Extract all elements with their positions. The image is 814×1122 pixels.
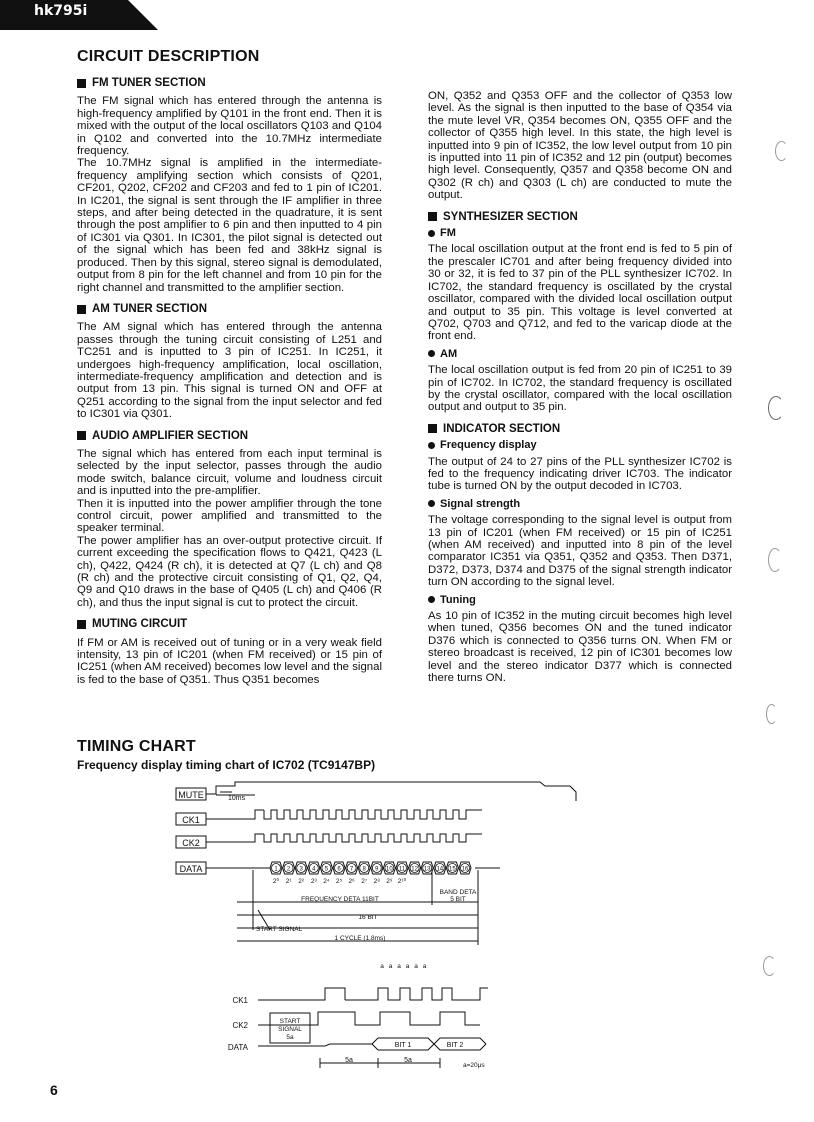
bit-number: 10: [386, 866, 393, 873]
square-bullet-icon: [428, 424, 437, 433]
tuning-body: As 10 pin of IC352 in the muting circuit becomes high level when tuned, Q356 becomes ON and the tuned indicator D376 which is connected to Q356 turns ON. When FM or stereo broadcast is received, 12 pin of IC301 becomes low level and the stereo indicator D377 which is connected there turns ON.: [428, 610, 732, 685]
a-tick-label: a: [405, 963, 410, 970]
indicator-heading: INDICATOR SECTION: [428, 423, 732, 435]
bit-number: 16: [461, 866, 469, 873]
synth-fm-body: The local oscillation output at the front end is fed to 5 pin of the prescaler IC701 and after being frequency divided into 30 or 32, it is fed to 37 pin of the PLL synthesizer IC702. In IC702, the standard frequency is oscillated by the crystal oscillator, compared with the divided local oscillation output and output to 35 pin. This voltage is level converted at Q702, Q703 and Q712, and fed to the varicap diode at the front end.: [428, 243, 732, 343]
bit-number: 6: [337, 866, 341, 873]
synth-am-body: The local oscillation output is fed from 20 pin of IC251 to 39 pin of IC702. In IC702, the standard frequency is oscillated by the crystal oscillator, compared with the local oscillation output and output to 35 pin.: [428, 364, 732, 414]
ck1-pulse-train: [264, 810, 482, 819]
ck1-label: CK1: [182, 815, 200, 825]
bit-weight-label: 2⁰: [272, 878, 280, 885]
bit-number: 2: [286, 866, 291, 873]
ck2-start: [206, 834, 264, 842]
bit-number: 8: [362, 866, 366, 873]
bit-number: 12: [411, 866, 418, 873]
five-a-label-2: 5a: [345, 1057, 353, 1064]
square-bullet-icon: [77, 79, 86, 88]
bit-number: 1: [274, 866, 278, 873]
start-label-b: SIGNAL: [278, 1026, 302, 1033]
page-title: CIRCUIT DESCRIPTION: [77, 48, 260, 65]
ck1-lower-label: CK1: [232, 996, 248, 1005]
audio-amp-body-2: Then it is inputted into the power amplifier through the tone control circuit, power amplified and transmitted to the speaker terminal.: [77, 497, 382, 535]
a-tick-label: a: [422, 963, 427, 970]
mute-waveform: [206, 782, 576, 801]
signal-strength-body: The voltage corresponding to the signal level is output from 13 pin of IC201 (when FM received) or 15 pin of IC251 (when AM received) and inputted into 8 pin of the level comparator IC351 via Q351, Q352 and Q353. Then D371, D372, D373, D374 and D375 of the signal strength indicator turn ON according to the signal level.: [428, 514, 732, 589]
square-bullet-icon: [428, 212, 437, 221]
bit-weight-label: 2⁸: [373, 878, 380, 885]
a-tick-label: a: [380, 963, 384, 970]
audio-amp-body: The signal which has entered from each input terminal is selected by the input selector, passes through the audio mode switch, balance circuit, volume and loudness circuit and is inputted into the pre-amplifier.: [77, 447, 382, 498]
freq-display-label: Frequency display: [428, 439, 732, 451]
audio-amp-body-3: The power amplifier has an over-output protective circuit. If current exceeding the specification flows to Q421, Q423 (L ch), Q422, Q424 (R ch), it is detected at Q7 (L ch) and Q8 (R ch) and the protective circuit consisting of Q1, Q2, Q4, Q9 and Q10 draws in the base of Q405 (L ch) and Q406 (R ch), and thus the input signal is cut to protect the circuit.: [77, 534, 382, 609]
sixteen-bit-label: 16 BIT: [358, 914, 378, 921]
hole-mark: [766, 704, 777, 724]
tuning-label: Tuning: [428, 594, 732, 606]
round-bullet-icon: [428, 500, 435, 507]
fm-tuner-body-2: The 10.7MHz signal is amplified in the intermediate-frequency amplifying section which consists of Q201, CF201, Q202, CF202 and CF203 and fed to 1 pin of IC201. In IC201, the signal is sent through the IF amplifier in three steps, and after being detected in the quadrature, it is sent through the post amplifier to 6 pin and then inputted to 4 pin of IC301 via Q301. In IC301, the pilot signal is detected out of the signal which has been fed and 38kHz signal is produced. Then by this signal, stereo signal is demodulated, output from 8 pin for the left channel and from 10 pin for the right channel and transmitted to the amplifier section.: [77, 157, 382, 294]
square-bullet-icon: [77, 620, 86, 629]
bit-number: 3: [299, 866, 303, 873]
left-column: [77, 77, 382, 686]
a-tick-label: a: [414, 963, 418, 970]
data-bit-cells: [270, 862, 471, 874]
data-lower-label: DATA: [227, 1043, 248, 1052]
synth-fm-label: FM: [428, 227, 732, 239]
bit-weight-label: 2⁶: [348, 878, 355, 885]
am-tuner-body: The AM signal which has entered through the antenna passes through the tuning circuit consisting of L251 and TC251 and is inputted to 3 pin of IC251. In IC251, it undergoes high-frequency amplification, local oscillation, intermediate-frequency amplification and detection and is output from 13 pin. This signal is turned ON and OFF at Q251 according to the signal from the input selector and fed to IC301 via Q301.: [77, 321, 382, 421]
page-number: 6: [50, 1082, 58, 1098]
bit-weight-label: 2⁷: [361, 878, 368, 885]
muting-body: If FM or AM is received out of tuning or in a very weak field intensity, 13 pin of IC201 (when FM received) or 15 pin of IC251 (when AM received) becomes low level and the signal is fed to the base of Q351. Thus Q351 becomes: [77, 636, 382, 686]
a-tick-label: a: [388, 963, 393, 970]
round-bullet-icon: [428, 230, 435, 237]
model-label: hk795i: [34, 3, 88, 19]
ck1-lower-pulse-train: [345, 988, 488, 1000]
signal-strength-label: Signal strength: [428, 498, 732, 510]
bit-number: 4: [312, 866, 316, 873]
timing-chart-title: TIMING CHART: [77, 738, 196, 755]
bit-number: 7: [349, 866, 354, 873]
bit-weight-label: 2³: [310, 878, 317, 885]
round-bullet-icon: [428, 596, 435, 603]
bit1-label: BIT 1: [394, 1042, 412, 1049]
synth-am-label: AM: [428, 348, 732, 360]
timing-chart-subtitle: Frequency display timing chart of IC702 (TC9147BP): [77, 758, 376, 772]
right-column: [428, 90, 732, 684]
hole-mark: [768, 548, 782, 572]
a-equals-label: a=20μs: [463, 1062, 485, 1069]
muting-heading: MUTING CIRCUIT: [77, 618, 382, 630]
bit-number: 9: [375, 866, 379, 873]
round-bullet-icon: [428, 350, 435, 357]
bit-weight-label: 2¹: [285, 878, 292, 885]
ck2-pulse-train: [264, 834, 482, 842]
ck1-start: [206, 810, 264, 819]
ck1-lower: [258, 988, 345, 1000]
bit-number: 15: [449, 866, 456, 873]
ck1-lower-pulses: [345, 988, 488, 1000]
bit-weight-label: 2⁵: [335, 878, 343, 885]
timing-diagram: [0, 770, 814, 1080]
five-a-label-1: 5a: [286, 1034, 294, 1041]
bit-weight-label: 2⁴: [323, 878, 330, 885]
bit-weight-labels: [273, 877, 407, 885]
square-bullet-icon: [77, 305, 86, 314]
round-bullet-icon: [428, 442, 435, 449]
ck2-label: CK2: [182, 838, 200, 848]
start-signal-label: START SIGNAL: [256, 926, 303, 933]
fm-tuner-body: The FM signal which has entered through the antenna is high-frequency amplified by Q101 in the front end. Then it is mixed with the output of the local oscillators Q103 and Q104 in Q102 and converted into the 10.7MHz intermediate frequency.: [77, 95, 382, 158]
band-deta-label: BAND DETA: [439, 889, 477, 896]
start-label-a: START: [279, 1018, 301, 1025]
bit-weight-label: 2⁹: [386, 878, 393, 885]
bit-weight-label: 2¹⁰: [397, 878, 407, 885]
bit-number: 11: [398, 866, 406, 873]
square-bullet-icon: [77, 431, 86, 440]
bit-number: 13: [423, 866, 431, 873]
data-label: DATA: [179, 864, 203, 874]
ck2-pulses: [264, 834, 482, 842]
bit2-label: BIT 2: [446, 1042, 464, 1049]
a-tick-label: a: [397, 963, 401, 970]
freq-display-body: The output of 24 to 27 pins of the PLL synthesizer IC702 is fed to the frequency indicating driver IC703. The indicator tube is turned ON by the output decoded in IC703.: [428, 455, 732, 493]
hole-mark: [768, 396, 784, 420]
bit-number: 14: [436, 866, 444, 873]
audio-amp-heading: AUDIO AMPLIFIER SECTION: [77, 430, 382, 442]
cycle-label: 1 CYCLE (1.8ms): [334, 935, 386, 942]
bit-weight-label: 2²: [298, 878, 305, 885]
ck1-pulses: [264, 810, 482, 819]
fm-tuner-heading: FM TUNER SECTION: [77, 77, 382, 89]
five-a-label-3: 5a: [404, 1057, 412, 1064]
ck2-lower-label: CK2: [232, 1021, 248, 1030]
ten-ms-label: 10ms: [228, 795, 246, 802]
a-tick-labels: [380, 963, 427, 970]
five-bit-label: 5 BIT: [450, 896, 466, 903]
mute-label: MUTE: [178, 790, 204, 800]
synth-heading: SYNTHESIZER SECTION: [428, 211, 732, 223]
muting-continued: ON, Q352 and Q353 OFF and the collector of Q353 low level. As the signal is then inputted to the base of Q354 via the mute level VR, Q354 becomes ON, Q355 OFF and the collector of Q355 high level. In this state, the high level is inputted into 9 pin of IC352, the low level output from 10 pin is inputted into 11 pin of IC352 and 12 pin (output) becomes high level. Consequently, Q357 and Q358 become ON and Q302 (R ch) and Q303 (L ch) are conducted to mute the output.: [428, 90, 732, 202]
freq-deta-label: FREQUENCY DETA 11BIT: [301, 896, 379, 903]
data-lower-start: [258, 1044, 372, 1046]
bit-number: 5: [324, 866, 329, 873]
hole-mark: [775, 141, 788, 161]
am-tuner-heading: AM TUNER SECTION: [77, 303, 382, 315]
